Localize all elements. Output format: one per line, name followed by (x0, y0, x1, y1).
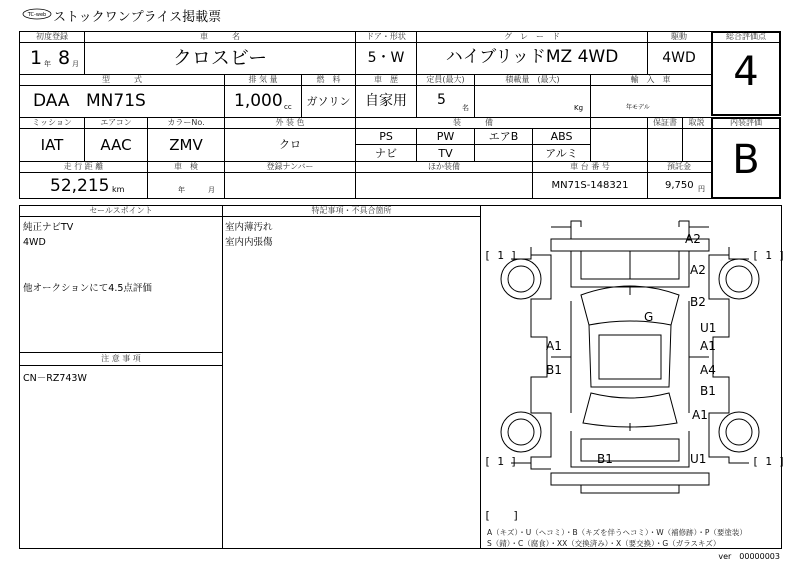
label-special-notes: 特記事項・不具合箇所 (311, 206, 392, 215)
label-fuel: 燃 料 (316, 75, 341, 84)
door-shape: 5・W (367, 50, 405, 66)
damage-mark: U1 (690, 452, 707, 466)
mileage-unit: km (112, 185, 125, 194)
equip-alloy: アルミ (545, 147, 578, 160)
damage-mark: B2 (690, 295, 706, 309)
sales-point-1: 純正ナビTV (23, 222, 74, 233)
inspection-month-unit: 月 (208, 186, 215, 194)
tc-web-logo (22, 8, 52, 20)
label-aircon: エアコン (100, 118, 132, 127)
equip-ps: PS (379, 130, 393, 143)
label-sales-points: セールスポイント (89, 206, 153, 215)
label-grade: グ レ ー ド (504, 32, 560, 41)
sales-point-4: 他オークションにて4.5点評価 (23, 283, 152, 294)
damage-mark: A1 (700, 339, 716, 353)
equip-navi: ナビ (375, 147, 397, 160)
damage-mark: B1 (700, 384, 716, 398)
label-inspection: 車 検 (174, 162, 198, 171)
version-label: ver 00000003 (718, 552, 780, 561)
special-note-1: 室内薄汚れ (225, 222, 273, 233)
label-mileage: 走 行 距 離 (63, 162, 104, 171)
label-equipment: 装 備 (453, 118, 493, 127)
label-chassis-no: 車 台 番 号 (570, 162, 610, 171)
drive: 4WD (662, 50, 696, 66)
label-history: 車 歴 (374, 75, 398, 84)
color-no: ZMV (169, 136, 203, 154)
equip-airbag: エアB (488, 130, 519, 143)
caution-1: CN－RZ743W (23, 373, 87, 384)
aircon: AAC (100, 136, 132, 154)
car-damage-diagram (481, 217, 781, 532)
svg-text:TC-web: TC-web (27, 12, 47, 18)
bracket-front-right: [ 1 ] (752, 249, 786, 262)
capacity: 5 (437, 92, 446, 108)
car-name: クロスビー (172, 47, 268, 69)
label-displacement: 排 気 量 (248, 75, 278, 84)
damage-mark: B1 (546, 363, 562, 377)
damage-mark: A2 (690, 263, 706, 277)
capacity-unit: 名 (462, 104, 469, 112)
displacement: 1,000 (234, 91, 283, 111)
sheet-title: ストックワンプライス掲載票 (53, 10, 222, 25)
load-unit: Kg (574, 104, 584, 112)
damage-mark: G (644, 310, 654, 324)
interior-score: B (732, 137, 760, 183)
model-prefix: DAA (33, 91, 70, 111)
model: MN71S (86, 91, 146, 111)
exterior-color: クロ (279, 138, 301, 151)
damage-mark: B1 (597, 452, 613, 466)
grade: ハイブリッドMZ 4WD (445, 47, 619, 67)
bracket-rear-right: [ 1 ] (752, 455, 786, 468)
equip-tv: TV (438, 147, 453, 160)
label-load: 積載量 (最大) (505, 75, 560, 84)
damage-mark: A1 (546, 339, 562, 353)
deposit: 9,750 (665, 180, 694, 191)
label-deposit: 預託金 (667, 162, 691, 171)
bracket-bottom: [ ] (484, 509, 520, 522)
label-first-reg: 初度登録 (36, 32, 68, 41)
inspection-year-unit: 年 (178, 186, 185, 194)
label-manual: 取説 (688, 118, 705, 127)
label-model: 型 式 (102, 75, 142, 84)
bracket-rear-left: [ 1 ] (484, 455, 518, 468)
damage-mark: U1 (700, 321, 717, 335)
label-warranty: 保証書 (653, 118, 677, 127)
bracket-front-left: [ 1 ] (484, 249, 518, 262)
reg-month-unit: 月 (72, 60, 79, 68)
label-import: 輸 入 車 (630, 75, 671, 84)
label-color-no: カラーNo. (167, 118, 205, 127)
label-overall-score: 総合評価点 (726, 32, 766, 41)
equip-pw: PW (436, 130, 455, 143)
label-reg-number: 登録ナンバー (266, 162, 314, 171)
overall-score: 4 (733, 49, 759, 95)
label-other-equipment: ほか装備 (428, 162, 460, 171)
legend-line-1: A（キズ）・U（ヘコミ）・B（キズを伴うヘコミ）・W（補修跡）・P（要塗装） (487, 528, 747, 537)
import-note: 年モデル (626, 104, 650, 111)
damage-mark: A1 (692, 408, 708, 422)
label-interior-score: 内装評価 (730, 118, 762, 127)
reg-month: 8 (58, 47, 71, 69)
reg-year-unit: 年 (44, 60, 51, 68)
damage-legend (487, 527, 747, 549)
legend-line-2: S（錆）・C（腐食）・XX（交換済み）・X（要交換）・G（ガラスキズ） (487, 539, 721, 548)
damage-mark: A2 (685, 232, 701, 246)
reg-year: 1 (30, 47, 43, 69)
label-car-name: 車 名 (200, 32, 240, 41)
fuel: ガソリン (306, 95, 351, 108)
deposit-unit: 円 (698, 185, 705, 193)
label-exterior-color: 外 装 色 (275, 118, 305, 127)
damage-mark: A4 (700, 363, 716, 377)
special-note-2: 室内内張傷 (225, 237, 273, 248)
label-door-shape: ドア・形状 (366, 32, 406, 41)
mission: IAT (40, 136, 64, 154)
label-capacity: 定員(最大) (426, 75, 465, 84)
label-drive: 駆動 (671, 32, 687, 41)
sales-point-2: 4WD (23, 237, 46, 248)
label-mission: ミッション (32, 118, 72, 127)
history: 自家用 (365, 93, 407, 109)
equip-abs: ABS (550, 130, 573, 143)
displacement-unit: cc (284, 103, 292, 111)
label-caution: 注 意 事 項 (101, 354, 141, 363)
chassis-no: MN71S-148321 (551, 180, 629, 191)
mileage: 52,215 (50, 176, 110, 196)
